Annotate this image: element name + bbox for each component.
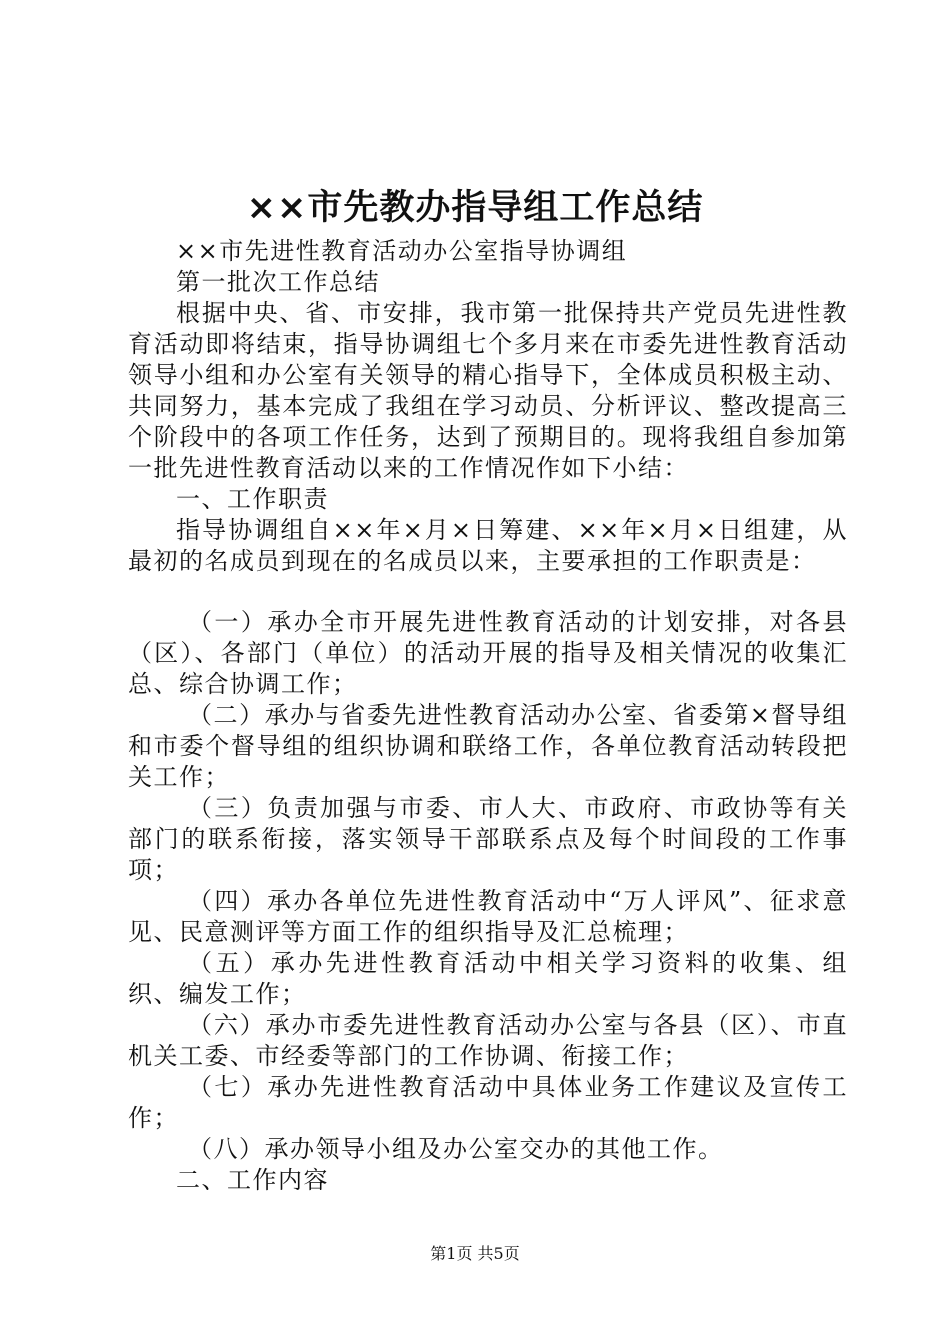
intro-paragraph: 根据中央、省、市安排，我市第一批保持共产党员先进性教育活动即将结束，指导协调组七个多月来在市委先进性教育活动领导小组和办公室有关领导的精心指导下，全体成员积极主动、共同努力，基本完成了我组在学习动员、分析评议、整改提高三个阶段中的各项工作任务，达到了预期目的。现将我组自参加第一批先进性教育活动以来的工作情况作如下小结： (128, 299, 848, 482)
duty-item-8: （八）承办领导小组及办公室交办的其他工作。 (188, 1135, 724, 1163)
document-body (128, 236, 848, 1196)
duty-item-3: （三）负责加强与市委、市人大、市政府、市政协等有关部门的联系衔接，落实领导干部联系点及每个时间段的工作事项； (128, 794, 848, 884)
duty-item-7: （七）承办先进性教育活动中具体业务工作建议及宣传工作； (128, 1073, 848, 1132)
page-number-footer: 第1页 共5页 (430, 1244, 520, 1263)
duty-item-5: （五）承办先进性教育活动中相关学习资料的收集、组织、编发工作； (128, 949, 848, 1008)
document-title: ××市先教办指导组工作总结 (246, 188, 704, 228)
duty-item-6: （六）承办市委先进性教育活动办公室与各县（区）、市直机关工委、市经委等部门的工作协调、衔接工作； (128, 1011, 848, 1070)
duty-item-4: （四）承办各单位先进性教育活动中“万人评风”、征求意见、民意测评等方面工作的组织指导及汇总梳理； (128, 887, 848, 946)
duty-item-1: （一）承办全市开展先进性教育活动的计划安排，对各县（区）、各部门（单位）的活动开展的指导及相关情况的收集汇总、综合协调工作； (128, 608, 848, 698)
subtitle-line-1: ××市先进性教育活动办公室指导协调组 (176, 237, 628, 265)
duty-item-2: （二）承办与省委先进性教育活动办公室、省委第×督导组和市委个督导组的组织协调和联络工作，各单位教育活动转段把关工作； (128, 701, 848, 791)
subtitle-line-2: 第一批次工作总结 (176, 268, 380, 296)
duties-intro-paragraph: 指导协调组自××年×月×日筹建、××年×月×日组建，从最初的名成员到现在的名成员以来，主要承担的工作职责是： (128, 516, 848, 575)
section-heading-content: 二、工作内容 (176, 1166, 329, 1194)
section-heading-duties: 一、工作职责 (176, 485, 329, 513)
